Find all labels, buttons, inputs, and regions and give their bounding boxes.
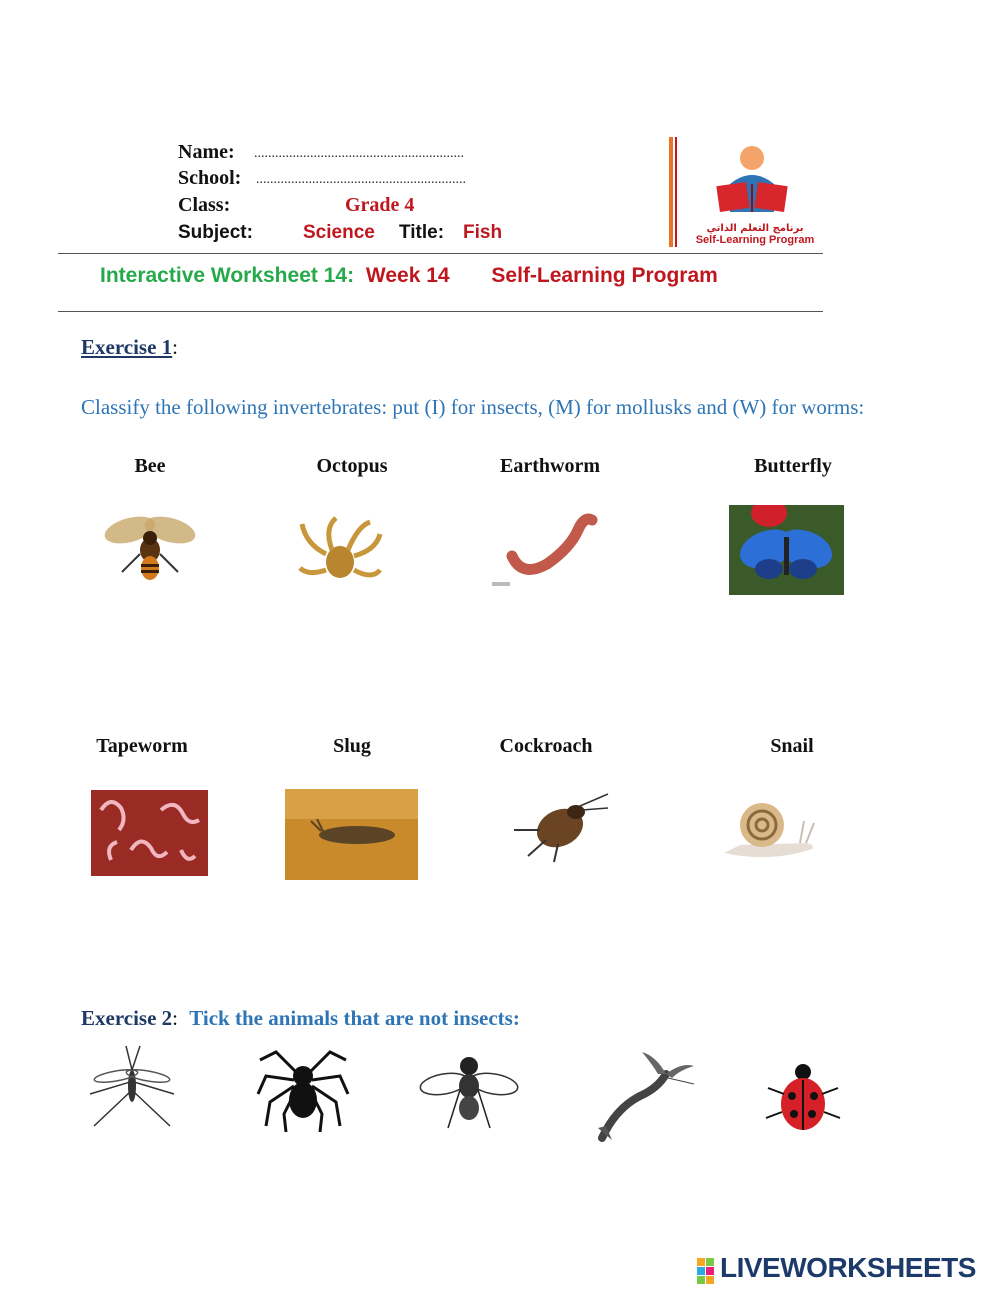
subject-label: Subject:	[178, 222, 253, 243]
animal-label-cockroach: Cockroach	[499, 735, 593, 757]
header-divider	[669, 137, 673, 247]
exercise2-heading	[81, 1006, 520, 1031]
earthworm-image	[492, 506, 602, 588]
name-field[interactable]: ............................................................	[254, 146, 464, 161]
snail-image	[720, 793, 820, 863]
exercise1-heading	[81, 335, 178, 360]
exercise2-colon: :	[172, 1006, 179, 1030]
exercise1-instruction: Classify the following invertebrates: put (I) for insects, (M) for mollusks and (W) for worms:	[81, 395, 865, 419]
worksheet-banner	[100, 264, 718, 288]
class-value: Grade 4	[345, 194, 415, 216]
title-label: Title:	[399, 222, 445, 243]
animal-label-butterfly: Butterfly	[754, 455, 832, 477]
mosquito-image[interactable]	[86, 1042, 178, 1130]
cockroach-image	[510, 790, 610, 864]
banner-colon: :	[347, 264, 355, 287]
octopus-image	[296, 514, 384, 586]
animal-label-octopus: Octopus	[316, 455, 388, 477]
header-rule-bottom	[58, 311, 823, 312]
exercise2-instruction: Tick the animals that are not insects:	[189, 1006, 520, 1030]
school-label: School:	[178, 167, 242, 189]
crayfish-image[interactable]	[596, 1048, 696, 1142]
ladybug-image[interactable]	[764, 1058, 842, 1140]
liveworksheets-brand[interactable]: LIVEWORKSHEETS	[720, 1252, 976, 1283]
class-label: Class:	[178, 194, 231, 216]
exercise2-title: Exercise 2	[81, 1006, 173, 1030]
animal-label-bee: Bee	[134, 455, 166, 477]
animal-label-slug: Slug	[333, 735, 371, 757]
butterfly-icon	[729, 505, 844, 595]
animal-label-earthworm: Earthworm	[500, 455, 600, 477]
tapeworm-image	[91, 790, 208, 876]
header-rule-top	[58, 253, 823, 254]
banner-week: Week 14	[365, 264, 450, 287]
bee-image	[100, 510, 198, 580]
header-divider-inner	[675, 137, 677, 247]
animal-label-tapeworm: Tapeworm	[96, 735, 188, 757]
exercise1-colon: :	[172, 335, 179, 359]
spider-image[interactable]	[256, 1042, 350, 1134]
banner-worksheet: Interactive Worksheet 14	[100, 264, 348, 287]
slug-icon	[285, 789, 418, 880]
butterfly-image	[729, 505, 844, 595]
fly-image[interactable]	[418, 1044, 520, 1134]
reading-child-icon	[690, 140, 820, 220]
logo-english-text: Self-Learning Program	[695, 234, 815, 246]
logo-arabic-text: برنامج التعلم الذاتي	[706, 223, 804, 234]
title-value: Fish	[463, 222, 503, 243]
banner-program: Self-Learning Program	[491, 264, 718, 287]
exercise1-title: Exercise 1	[81, 335, 173, 359]
school-field[interactable]: ............................................................	[256, 172, 466, 187]
subject-value: Science	[303, 222, 375, 243]
slug-image	[285, 789, 418, 880]
self-learning-logo	[690, 140, 820, 252]
animal-label-snail: Snail	[770, 735, 814, 757]
tapeworm-icon	[91, 790, 208, 876]
name-label: Name:	[178, 141, 235, 163]
